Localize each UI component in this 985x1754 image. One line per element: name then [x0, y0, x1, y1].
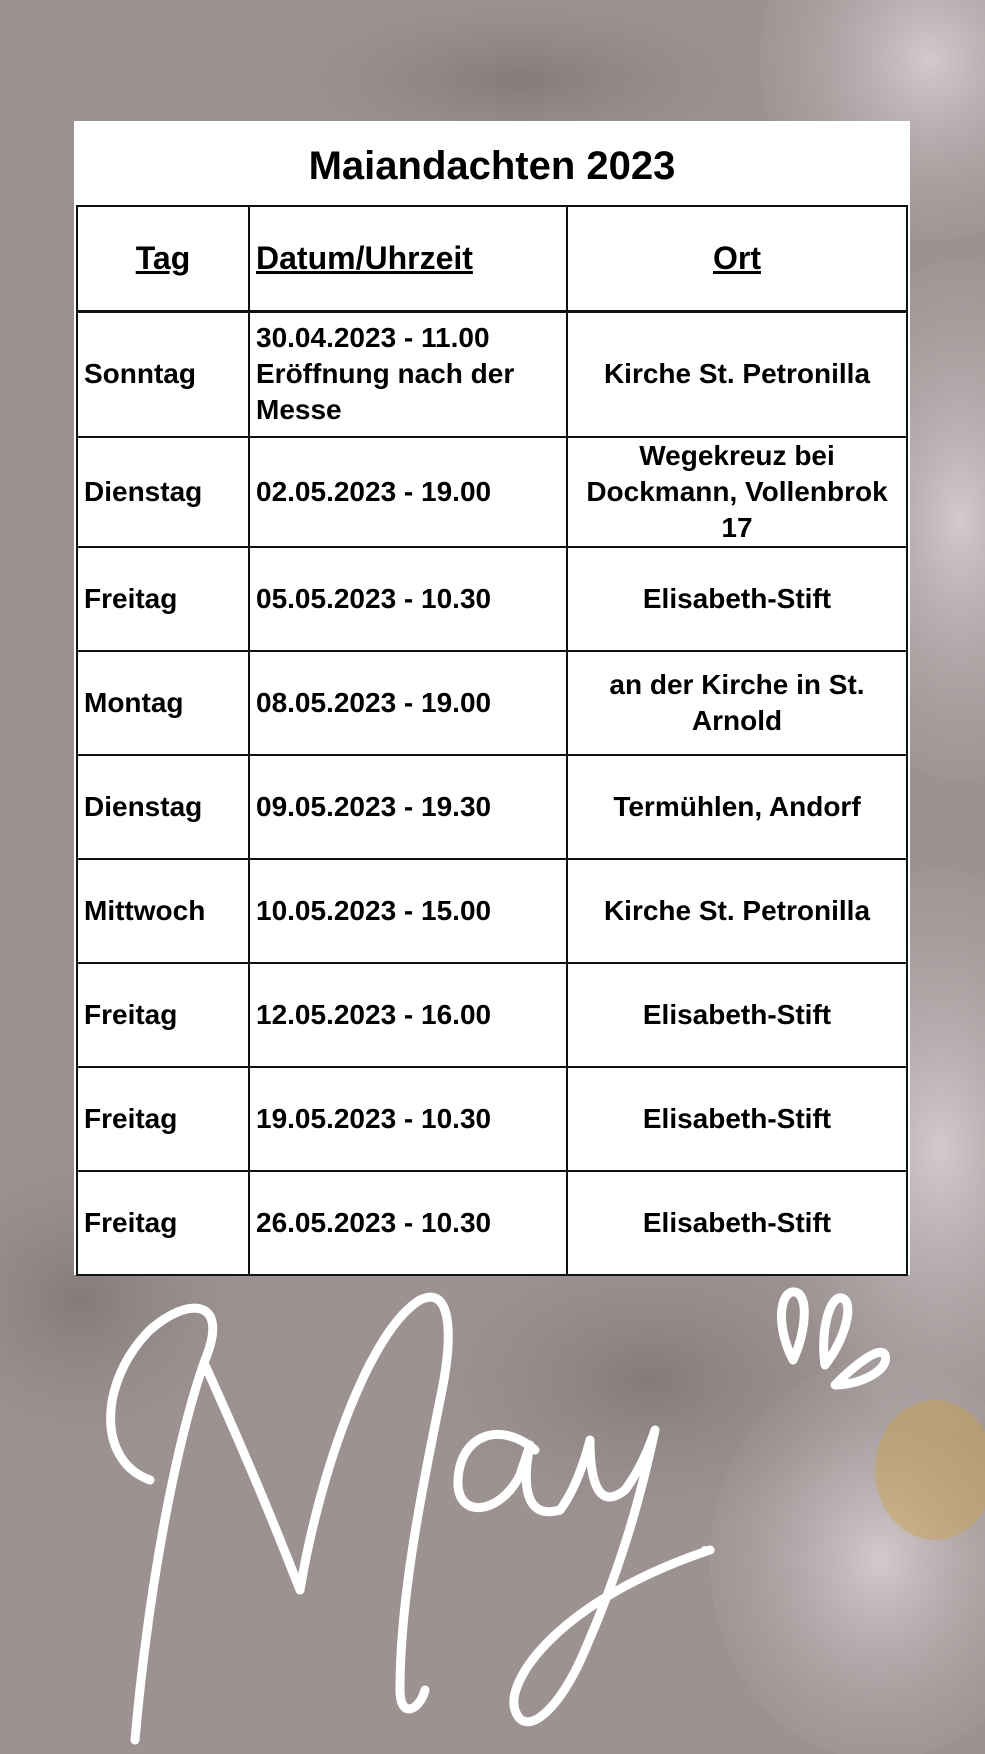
- column-header-date: Datum/Uhrzeit: [249, 206, 567, 311]
- cell-day: Montag: [77, 651, 249, 755]
- cell-day: Freitag: [77, 1067, 249, 1171]
- cell-place: Elisabeth-Stift: [567, 547, 907, 651]
- table-row: [77, 1171, 907, 1275]
- table-row: [77, 963, 907, 1067]
- cell-place: Wegekreuz bei Dockmann, Vollenbrok 17: [567, 437, 907, 547]
- table-row: [77, 311, 907, 437]
- cell-date: 08.05.2023 - 19.00: [249, 651, 567, 755]
- cell-date: 19.05.2023 - 10.30: [249, 1067, 567, 1171]
- cell-date: 02.05.2023 - 19.00: [249, 437, 567, 547]
- cell-place: Kirche St. Petronilla: [567, 859, 907, 963]
- table-row: [77, 859, 907, 963]
- table-row: [77, 437, 907, 547]
- schedule-table: [76, 205, 908, 1276]
- table-row: [77, 547, 907, 651]
- cell-day: Sonntag: [77, 311, 249, 437]
- table-row: [77, 755, 907, 859]
- schedule-card: [74, 121, 910, 1275]
- column-header-place: Ort: [567, 206, 907, 311]
- cell-date: 30.04.2023 - 11.00 Eröffnung nach der Messe: [249, 311, 567, 437]
- cell-place: Kirche St. Petronilla: [567, 311, 907, 437]
- cell-day: Mittwoch: [77, 859, 249, 963]
- cell-place: Elisabeth-Stift: [567, 963, 907, 1067]
- cell-place: Termühlen, Andorf: [567, 755, 907, 859]
- cell-place: Elisabeth-Stift: [567, 1171, 907, 1275]
- cell-date: 10.05.2023 - 15.00: [249, 859, 567, 963]
- cell-day: Dienstag: [77, 755, 249, 859]
- cell-date: 09.05.2023 - 19.30: [249, 755, 567, 859]
- cell-day: Freitag: [77, 963, 249, 1067]
- cell-date: 05.05.2023 - 10.30: [249, 547, 567, 651]
- cell-date: 12.05.2023 - 16.00: [249, 963, 567, 1067]
- cell-day: Freitag: [77, 547, 249, 651]
- cell-place: an der Kirche in St. Arnold: [567, 651, 907, 755]
- cell-day: Dienstag: [77, 437, 249, 547]
- column-header-day: Tag: [77, 206, 249, 311]
- cell-place: Elisabeth-Stift: [567, 1067, 907, 1171]
- cell-date: 26.05.2023 - 10.30: [249, 1171, 567, 1275]
- table-row: [77, 651, 907, 755]
- table-header-row: [77, 206, 907, 311]
- cell-day: Freitag: [77, 1171, 249, 1275]
- page-title: Maiandachten 2023: [308, 143, 676, 188]
- may-script-lettering: [0, 1270, 985, 1754]
- table-row: [77, 1067, 907, 1171]
